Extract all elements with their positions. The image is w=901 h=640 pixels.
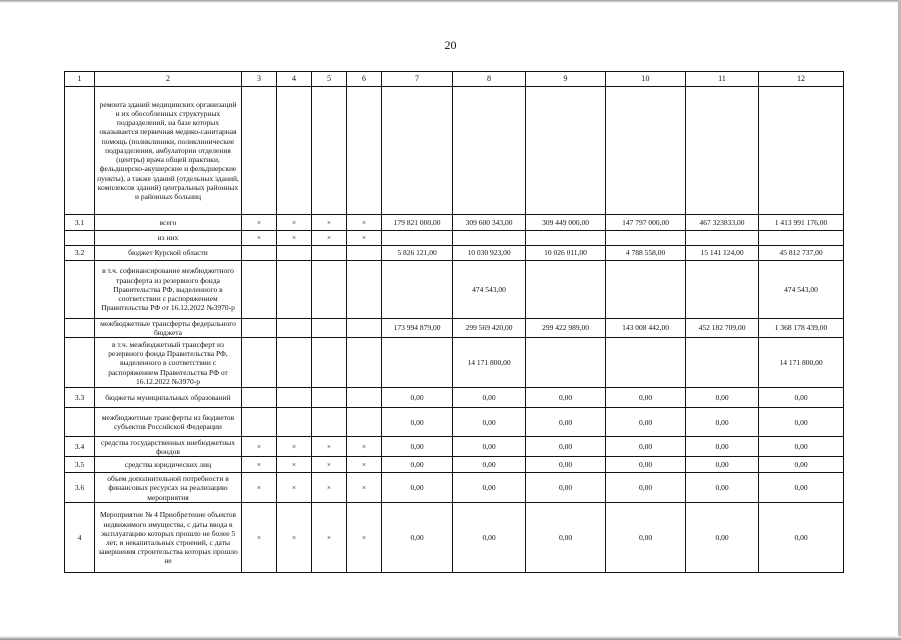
header-cell: 12	[759, 72, 844, 87]
table-cell	[759, 231, 844, 246]
table-cell: 0,00	[686, 408, 759, 437]
table-cell: ×	[312, 215, 347, 231]
table-cell: 0,00	[606, 457, 686, 473]
table-cell	[242, 388, 277, 408]
table-cell: ×	[242, 457, 277, 473]
table-cell: 0,00	[606, 437, 686, 457]
row-name-cell: из них	[95, 231, 242, 246]
table-cell: ×	[277, 215, 312, 231]
table-cell: ×	[277, 457, 312, 473]
table-cell: ×	[347, 457, 382, 473]
table-cell: ×	[347, 215, 382, 231]
table-row	[65, 457, 844, 473]
row-number-cell: 3.5	[65, 457, 95, 473]
row-number-cell	[65, 87, 95, 215]
row-number-cell	[65, 319, 95, 338]
table-cell	[606, 338, 686, 388]
row-name-cell: в т.ч. межбюджетный трансферт из резервного фонда Правительства РФ, выделенного в соответствии с распоряжением Правительства РФ от 16.12.2022 №3970-р	[95, 338, 242, 388]
header-cell: 4	[277, 72, 312, 87]
table-cell	[347, 261, 382, 319]
table-cell	[382, 338, 453, 388]
table-cell: 1 413 991 176,00	[759, 215, 844, 231]
row-name-cell: межбюджетные трансферты федерального бюджета	[95, 319, 242, 338]
table-cell: 474 543,00	[453, 261, 526, 319]
table-cell: 452 182 709,00	[686, 319, 759, 338]
table-cell: 309 449 000,00	[526, 215, 606, 231]
table-cell	[347, 319, 382, 338]
table-cell	[453, 87, 526, 215]
row-name-cell: в т.ч. софинансирование межбюджетного трансферта из резервного фонда Правительства РФ, выделенного в соответствии с распоряжением Правительства РФ от 16.12.2022 №3970-р	[95, 261, 242, 319]
table-row	[65, 338, 844, 388]
scan-edge-bottom	[0, 636, 901, 640]
table-cell: 309 600 343,00	[453, 215, 526, 231]
table-cell: ×	[242, 215, 277, 231]
table-cell: 0,00	[759, 503, 844, 573]
table-cell	[277, 338, 312, 388]
table-cell	[312, 408, 347, 437]
header-cell: 8	[453, 72, 526, 87]
table-cell: 15 141 124,00	[686, 246, 759, 261]
table-cell: 474 543,00	[759, 261, 844, 319]
table-cell: 0,00	[759, 473, 844, 503]
table-cell	[686, 87, 759, 215]
header-cell: 7	[382, 72, 453, 87]
table-cell: 45 812 737,00	[759, 246, 844, 261]
row-number-cell: 3.2	[65, 246, 95, 261]
table-cell: 0,00	[686, 457, 759, 473]
table-cell: 0,00	[526, 473, 606, 503]
row-name-cell: средства государственных внебюджетных фондов	[95, 437, 242, 457]
table-cell	[242, 408, 277, 437]
table-cell: 0,00	[453, 457, 526, 473]
table-cell	[277, 246, 312, 261]
table-cell: 0,00	[759, 408, 844, 437]
table-cell: ×	[312, 473, 347, 503]
table-cell	[686, 231, 759, 246]
header-cell: 6	[347, 72, 382, 87]
table-cell: ×	[277, 437, 312, 457]
header-row	[65, 72, 844, 87]
table-cell	[242, 87, 277, 215]
table-cell: 0,00	[606, 388, 686, 408]
row-number-cell	[65, 408, 95, 437]
table-cell	[242, 261, 277, 319]
table-cell: 147 797 000,00	[606, 215, 686, 231]
table-cell: 10 026 011,00	[526, 246, 606, 261]
header-cell: 5	[312, 72, 347, 87]
header-cell: 9	[526, 72, 606, 87]
row-number-cell: 3.1	[65, 215, 95, 231]
row-number-cell: 3.4	[65, 437, 95, 457]
table-cell	[382, 87, 453, 215]
table-row	[65, 437, 844, 457]
table-cell: 5 826 121,00	[382, 246, 453, 261]
table-cell	[312, 338, 347, 388]
table-cell: ×	[242, 231, 277, 246]
table-cell	[277, 87, 312, 215]
table-cell	[242, 338, 277, 388]
table-cell: 1 368 178 439,00	[759, 319, 844, 338]
table-cell	[347, 246, 382, 261]
table-cell: 299 422 989,00	[526, 319, 606, 338]
table-cell: 14 171 800,00	[759, 338, 844, 388]
table-cell: ×	[347, 437, 382, 457]
header-cell: 2	[95, 72, 242, 87]
table-cell: 0,00	[606, 473, 686, 503]
row-name-cell: средства юридических лиц	[95, 457, 242, 473]
table-cell: 299 569 420,00	[453, 319, 526, 338]
table-cell	[606, 261, 686, 319]
row-name-cell: объем дополнительной потребности в финансовых ресурсах на реализацию мероприятия	[95, 473, 242, 503]
table-row	[65, 87, 844, 215]
table-cell: 0,00	[606, 408, 686, 437]
table-row	[65, 231, 844, 246]
row-number-cell: 3.6	[65, 473, 95, 503]
table-cell: ×	[312, 437, 347, 457]
table-cell	[382, 231, 453, 246]
table-cell: 0,00	[453, 503, 526, 573]
table-cell: 467 323833,00	[686, 215, 759, 231]
page-number: 20	[444, 38, 457, 52]
table-cell: 0,00	[759, 457, 844, 473]
row-number-cell	[65, 261, 95, 319]
table-cell: ×	[312, 231, 347, 246]
table-cell: 0,00	[686, 503, 759, 573]
header-cell: 3	[242, 72, 277, 87]
table-cell: 0,00	[526, 437, 606, 457]
table-cell: 0,00	[526, 408, 606, 437]
table-cell: 0,00	[686, 388, 759, 408]
row-name-cell: бюджет Курской области	[95, 246, 242, 261]
header-cell: 11	[686, 72, 759, 87]
table-cell: 0,00	[526, 457, 606, 473]
table-cell	[347, 87, 382, 215]
table-cell: ×	[347, 503, 382, 573]
table-cell	[347, 388, 382, 408]
table-cell: 0,00	[453, 408, 526, 437]
table-cell	[453, 231, 526, 246]
table-cell	[347, 408, 382, 437]
table-cell: ×	[242, 473, 277, 503]
table-cell: ×	[347, 473, 382, 503]
table-cell	[242, 246, 277, 261]
table-cell	[312, 246, 347, 261]
table-cell: ×	[242, 503, 277, 573]
row-number-cell	[65, 231, 95, 246]
table-row	[65, 215, 844, 231]
table-cell: 0,00	[453, 473, 526, 503]
table-cell	[312, 261, 347, 319]
table-cell: 0,00	[606, 503, 686, 573]
table-cell	[526, 87, 606, 215]
table-cell: 179 821 000,00	[382, 215, 453, 231]
row-number-cell: 3.3	[65, 388, 95, 408]
table-cell: 143 008 442,00	[606, 319, 686, 338]
table-row	[65, 473, 844, 503]
table-cell: ×	[277, 231, 312, 246]
table-cell	[606, 87, 686, 215]
table-cell: 14 171 800,00	[453, 338, 526, 388]
row-name-cell: ремонта зданий медицинских организаций и их обособленных структурных подразделений, на базе которых оказывается первичная медико-санитарная помощь (поликлиники, поликлинические подразделения, амбулатории отделения (центры) врача общей практики, фельдшерско-акушерские и фельдшерские пункты), а также зданий (отдельных зданий, комплексов зданий) центральных районных и районных больниц	[95, 87, 242, 215]
header-cell: 1	[65, 72, 95, 87]
header-cell: 10	[606, 72, 686, 87]
table-cell	[312, 319, 347, 338]
row-name-cell: бюджеты муниципальных образований	[95, 388, 242, 408]
table-cell	[686, 261, 759, 319]
table-cell	[277, 319, 312, 338]
table-cell	[606, 231, 686, 246]
table-cell: 0,00	[526, 503, 606, 573]
table-cell: 0,00	[382, 473, 453, 503]
table-cell: ×	[347, 231, 382, 246]
table-cell	[277, 261, 312, 319]
table-cell: 173 994 879,00	[382, 319, 453, 338]
table-row	[65, 261, 844, 319]
table-cell: ×	[277, 473, 312, 503]
table-cell: 0,00	[382, 457, 453, 473]
row-name-cell: Мероприятие № 4 Приобретение объектов недвижимого имущества, с даты ввода в эксплуатацию которых прошло не более 5 лет, и некапитальных строений, с даты завершения строительства которых прошло не	[95, 503, 242, 573]
table-cell	[312, 388, 347, 408]
table-cell	[382, 261, 453, 319]
table-row	[65, 246, 844, 261]
table-cell: ×	[312, 503, 347, 573]
table-cell: ×	[242, 437, 277, 457]
table-cell: 0,00	[686, 473, 759, 503]
table-cell: 0,00	[526, 388, 606, 408]
table-cell: 0,00	[453, 437, 526, 457]
table-cell	[347, 338, 382, 388]
table-cell: 10 030 923,00	[453, 246, 526, 261]
table-cell	[526, 261, 606, 319]
table-cell	[277, 388, 312, 408]
table-cell: 0,00	[382, 408, 453, 437]
table-cell: 0,00	[453, 388, 526, 408]
row-name-cell: всего	[95, 215, 242, 231]
table-cell: ×	[277, 503, 312, 573]
table-row	[65, 388, 844, 408]
table-cell	[312, 87, 347, 215]
table-cell	[526, 338, 606, 388]
table-row	[65, 503, 844, 573]
table-cell	[526, 231, 606, 246]
table-cell: 0,00	[382, 503, 453, 573]
table-cell: 4 788 558,00	[606, 246, 686, 261]
table-cell: 0,00	[686, 437, 759, 457]
financing-table	[64, 71, 844, 573]
table-cell	[277, 408, 312, 437]
row-number-cell: 4	[65, 503, 95, 573]
table-cell: 0,00	[382, 437, 453, 457]
row-number-cell	[65, 338, 95, 388]
table-cell: 0,00	[382, 388, 453, 408]
table-cell: 0,00	[759, 437, 844, 457]
table-cell: 0,00	[759, 388, 844, 408]
scan-edge-top	[0, 0, 901, 3]
table-cell	[242, 319, 277, 338]
table-cell: ×	[312, 457, 347, 473]
table-cell	[686, 338, 759, 388]
table-cell	[759, 87, 844, 215]
table-row	[65, 319, 844, 338]
table-row	[65, 408, 844, 437]
row-name-cell: межбюджетные трансферты из бюджетов субъектов Российской Федерации	[95, 408, 242, 437]
